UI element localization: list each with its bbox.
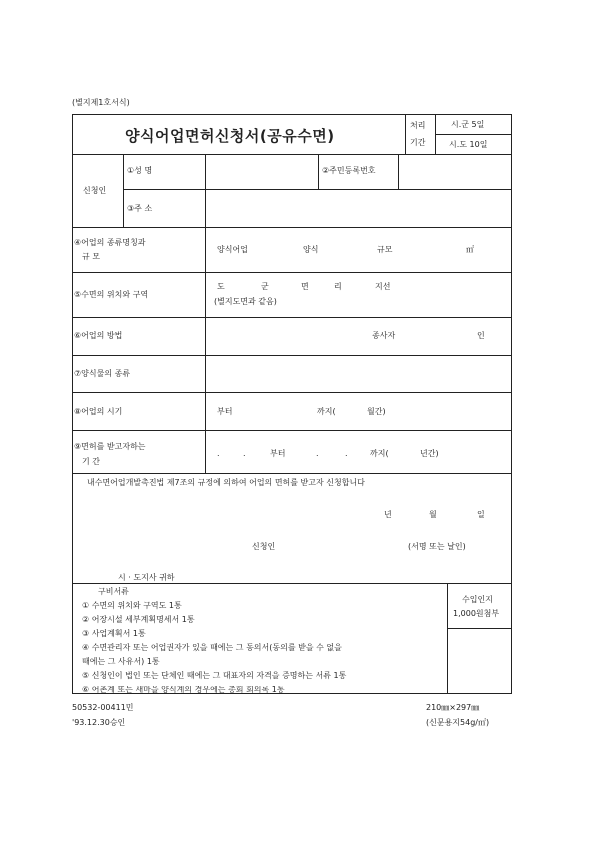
form-number: (별지제1호서식): [72, 98, 130, 107]
fishery-type-label: ④어업의 종류명칭과: [74, 238, 146, 247]
address-ri: 리: [334, 282, 342, 291]
address-myeon: 면: [301, 282, 309, 291]
workers-unit: 인: [477, 331, 485, 340]
period-from: 부터: [270, 449, 286, 458]
document-item: ④ 수면관리자 또는 어업권자가 있을 때에는 그 동의서(동의를 받을 수 없을: [82, 643, 342, 652]
recipient: 시 · 도지사 귀하: [118, 573, 175, 582]
document-item: ② 어장시설 세부계획명세서 1통: [82, 615, 195, 624]
document-item: ① 수면의 위치와 구역도 1통: [82, 601, 182, 610]
form-title: 양식어업면허신청서(공유수면): [125, 127, 335, 145]
address-jiseon: 지선: [375, 282, 391, 291]
processing-label-1: 처리: [410, 121, 426, 130]
processing-period-city: 시.군 5일: [451, 120, 485, 129]
paper-spec: (신문용지54g/㎡): [426, 718, 490, 727]
declaration-text: 내수면어업개발촉진법 제7조의 규정에 의하여 어업의 면허를 받고자 신청합니다: [87, 478, 365, 487]
season-from: 부터: [217, 407, 233, 416]
document-item: ⑤ 신청인이 법인 또는 단체인 때에는 그 대표자의 자격을 증명하는 서류 1통: [82, 671, 347, 680]
applicant-sign-label: 신청인: [252, 542, 276, 551]
date-month: 월: [429, 510, 437, 519]
document-item: 때에는 그 사유서) 1통: [82, 657, 160, 666]
period-until: 까지(: [370, 449, 389, 458]
fishery-kind: 양식어업: [217, 245, 248, 254]
period-dot-4: .: [345, 449, 348, 458]
processing-label-2: 기간: [410, 138, 426, 147]
period-dot-1: .: [217, 449, 220, 458]
area-unit: ㎡: [466, 245, 474, 254]
species-label: ⑦양식물의 종류: [74, 369, 131, 378]
revenue-stamp-label: 수입인지: [462, 595, 493, 604]
species-field[interactable]: [206, 356, 510, 391]
revenue-stamp-amount: 1,000원첨부: [453, 609, 500, 618]
resident-id-label: ②주민등록번호: [322, 166, 376, 175]
document-item: ③ 사업계획서 1통: [82, 629, 146, 638]
approval-date: '93.12.30승인: [72, 718, 126, 727]
resident-id-field[interactable]: [399, 155, 510, 188]
fishing-season-label: ⑧어업의 시기: [74, 407, 123, 416]
name-field[interactable]: [206, 155, 317, 188]
scale-text: 규모: [377, 245, 393, 254]
fishing-method-label: ⑥어업의 방법: [74, 331, 123, 340]
period-dot-2: .: [243, 449, 246, 458]
form-code: 50532-00411민: [72, 703, 134, 712]
address-gun: 군: [261, 282, 269, 291]
period-dot-3: .: [316, 449, 319, 458]
license-period-label-2: 기 간: [82, 457, 100, 466]
date-day: 일: [477, 510, 485, 519]
address-field[interactable]: [206, 190, 510, 226]
document-item: ⑥ 어촌계 또는 새마을 양식계의 경우에는 총회 회의록 1통: [82, 686, 285, 693]
signature-note: (서명 또는 날인): [408, 542, 466, 551]
applicant-label: 신청인: [83, 186, 107, 195]
fishery-type-label-2: 규 모: [82, 252, 100, 261]
map-note: (별지도면과 같음): [214, 297, 277, 306]
water-location-label: ⑤수면의 위치와 구역: [74, 290, 149, 299]
period-years: 년간): [420, 449, 439, 458]
workers-label: 종사자: [372, 331, 396, 340]
season-until: 까지(: [317, 407, 336, 416]
address-do: 도: [217, 282, 225, 291]
paper-size: 210㎜×297㎜: [426, 703, 480, 712]
documents-heading: 구비서류: [98, 587, 129, 596]
address-label: ③주 소: [127, 204, 153, 213]
processing-period-province: 시.도 10일: [449, 140, 488, 149]
season-months: 월간): [367, 407, 386, 416]
date-year: 년: [384, 510, 392, 519]
license-period-label: ⑨면허를 받고자하는: [74, 442, 146, 451]
name-label: ①성 명: [127, 166, 153, 175]
culture-text: 양식: [303, 245, 319, 254]
